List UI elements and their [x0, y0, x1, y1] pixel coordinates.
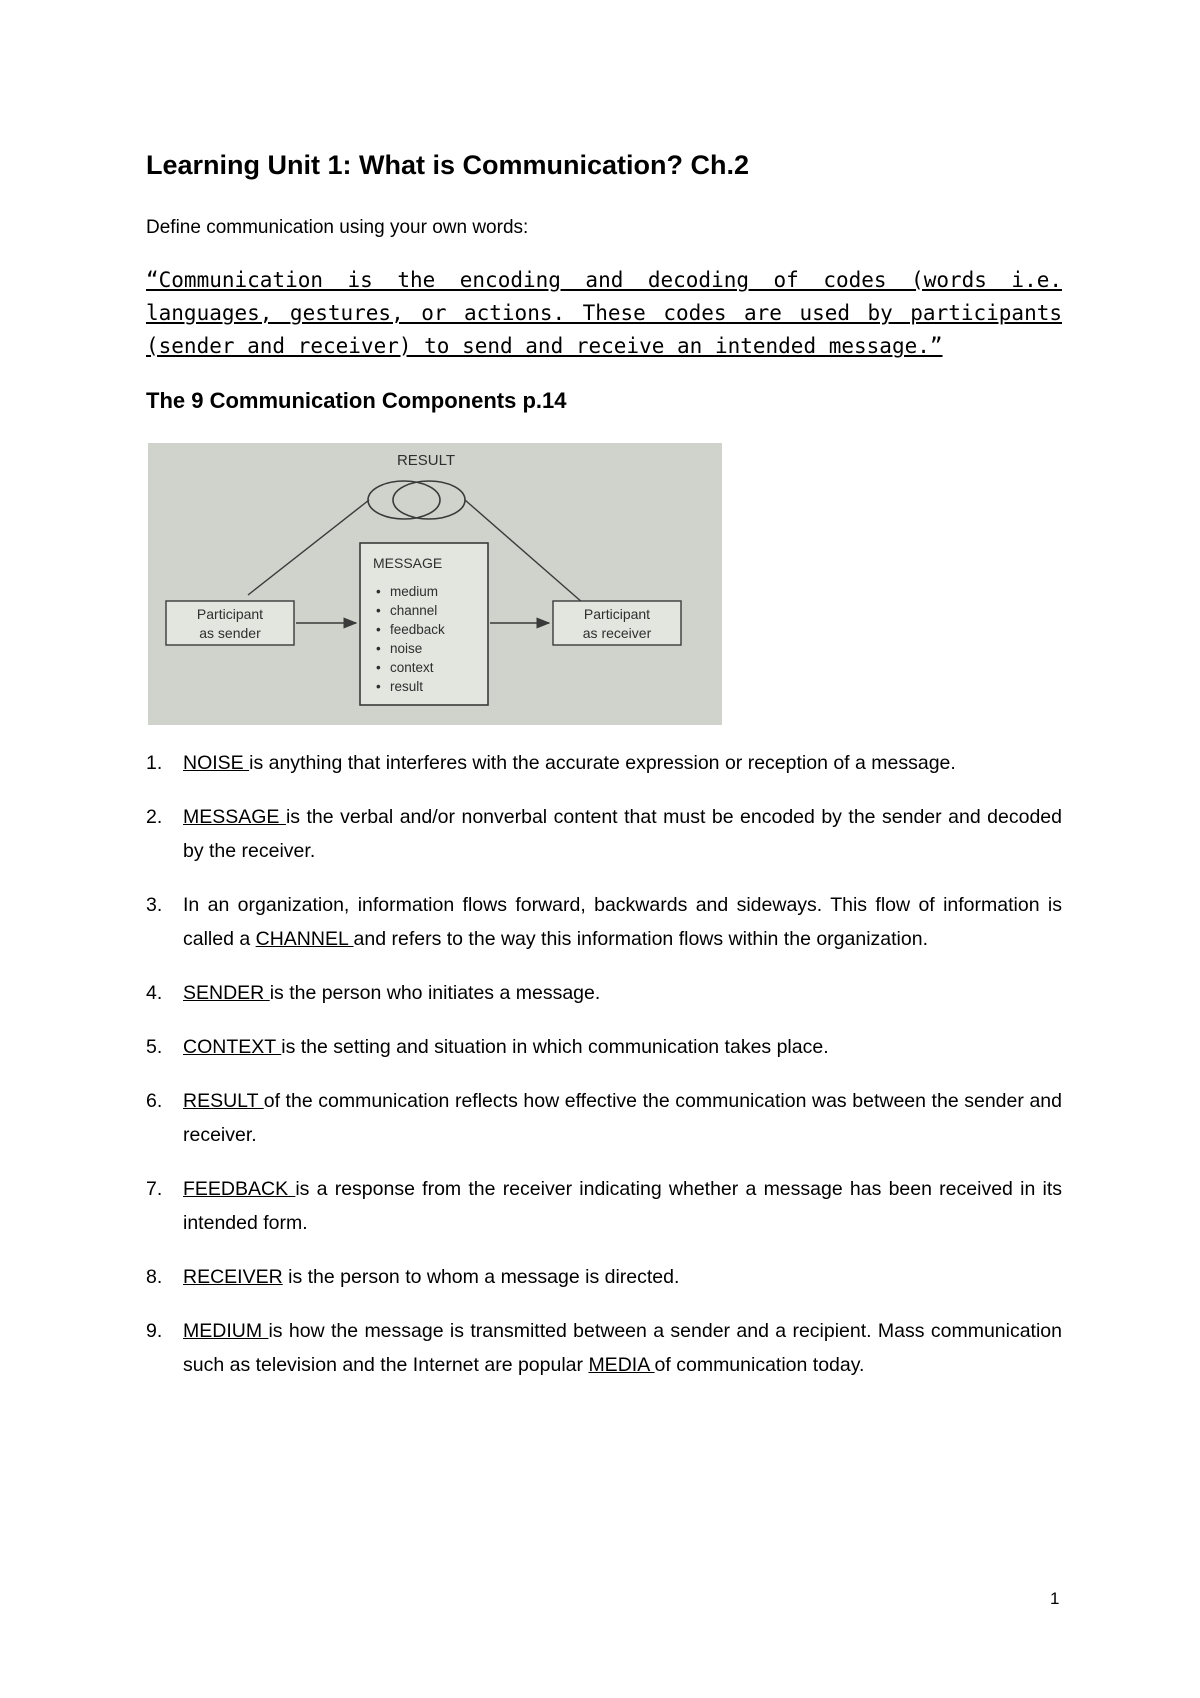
- message-bullet: •: [376, 622, 381, 637]
- definition-term: SENDER: [183, 982, 270, 1004]
- message-item: context: [390, 660, 434, 675]
- definition-term: CONTEXT: [183, 1036, 282, 1058]
- sender-label-line1: Participant: [196, 606, 264, 622]
- list-item: [146, 800, 1062, 868]
- diagram-svg: [148, 443, 722, 725]
- definition-term: RECEIVER: [183, 1266, 283, 1288]
- definition-term-secondary: MEDIA: [588, 1354, 655, 1376]
- message-item: medium: [390, 584, 439, 599]
- list-item: [146, 888, 1062, 956]
- section-subtitle: The 9 Communication Components p.14: [146, 388, 567, 413]
- definition-text: and refers to the way this information flows within the organization.: [353, 928, 928, 950]
- message-item: result: [390, 679, 424, 694]
- list-item: [146, 1030, 1062, 1064]
- definition-term: MEDIUM: [183, 1320, 269, 1342]
- list-item: [146, 1314, 1062, 1382]
- definition-text: is a response from the receiver indicating whether a message has been received in its intended form.: [183, 1178, 1063, 1234]
- message-label: MESSAGE: [373, 555, 443, 571]
- definition-text: is the setting and situation in which communication takes place.: [281, 1036, 829, 1058]
- list-item: [146, 746, 1062, 780]
- list-item: [146, 1260, 1062, 1294]
- definition-prompt: Define communication using your own words:: [146, 217, 529, 238]
- definition-text: is anything that interferes with the accurate expression or reception of a message.: [249, 752, 956, 774]
- message-bullet: •: [376, 641, 381, 656]
- definition-term: NOISE: [183, 752, 250, 774]
- list-number: 3.: [146, 894, 163, 916]
- result-label: RESULT: [396, 452, 456, 469]
- message-item: channel: [390, 603, 438, 618]
- list-number: 2.: [146, 806, 163, 828]
- communication-definition-quote: “Communication is the encoding and decoding of codes (words i.e. languages, gestures, or actions. These codes are used by participants (sender and receiver) to send and receive an intended message.”: [146, 268, 1062, 358]
- sender-label-line2: as sender: [199, 625, 261, 641]
- list-number: 1.: [146, 752, 163, 774]
- definition-text-secondary: of communication today.: [654, 1354, 865, 1376]
- list-number: 4.: [146, 982, 163, 1004]
- list-item: [146, 1172, 1062, 1240]
- definition-pre: In an organization, information flows forward, backwards and sideways. This flow of information is called a: [183, 894, 1062, 950]
- communication-model-diagram: [148, 443, 722, 725]
- definition-term: RESULT: [183, 1090, 264, 1112]
- message-bullet: •: [376, 679, 381, 694]
- list-number: 8.: [146, 1266, 163, 1288]
- receiver-label-line2: as receiver: [582, 625, 652, 641]
- message-item: feedback: [390, 622, 445, 637]
- definition-term: CHANNEL: [255, 928, 354, 950]
- receiver-label-line1: Participant: [583, 606, 651, 622]
- definition-text: is the person to whom a message is directed.: [282, 1266, 680, 1288]
- definition-term: FEEDBACK: [183, 1178, 296, 1200]
- page-number: 1: [1050, 1589, 1060, 1608]
- definition-term: MESSAGE: [183, 806, 286, 828]
- list-number: 7.: [146, 1178, 163, 1200]
- page-title: Learning Unit 1: What is Communication? Ch.2: [146, 150, 750, 180]
- components-list: [146, 746, 1062, 1402]
- list-number: 5.: [146, 1036, 163, 1058]
- message-item: noise: [390, 641, 423, 656]
- list-item: [146, 976, 1062, 1010]
- list-item: [146, 1084, 1062, 1152]
- list-number: 9.: [146, 1320, 163, 1342]
- message-bullet: •: [376, 603, 381, 618]
- list-number: 6.: [146, 1090, 163, 1112]
- message-bullet: •: [376, 584, 381, 599]
- definition-text: of the communication reflects how effective the communication was between the sender and receiver.: [183, 1090, 1062, 1146]
- definition-text: is the person who initiates a message.: [269, 982, 601, 1004]
- message-bullet: •: [376, 660, 381, 675]
- definition-text: is the verbal and/or nonverbal content that must be encoded by the sender and decoded by the receiver.: [183, 806, 1062, 862]
- definition-text: is how the message is transmitted between a sender and a recipient. Mass communication such as television and the Internet are popular: [183, 1320, 1062, 1376]
